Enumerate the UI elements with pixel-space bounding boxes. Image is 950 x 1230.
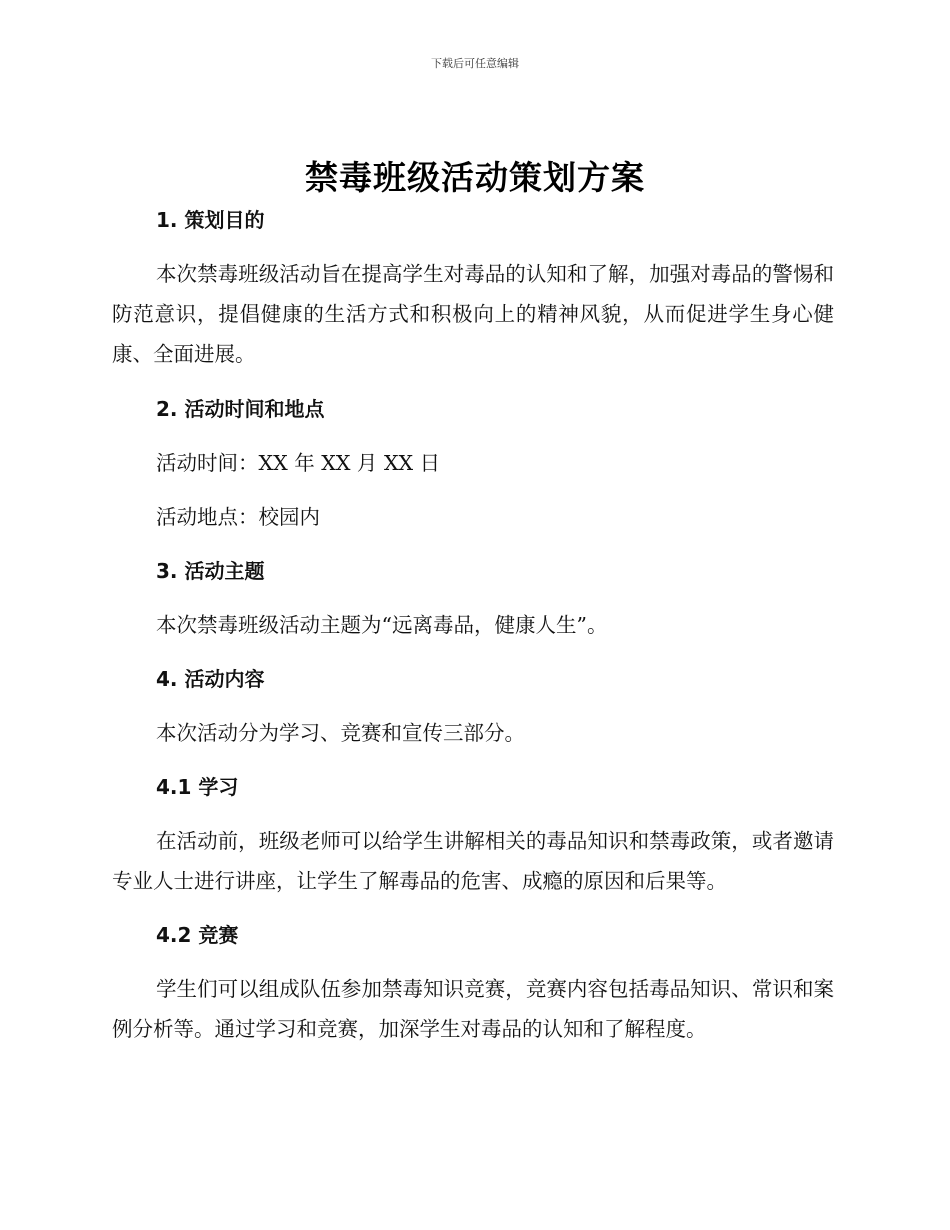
section-paragraph-purpose: 本次禁毒班级活动旨在提高学生对毒品的认知和了解，加强对毒品的警惕和防范意识，提倡健康的生活方式和积极向上的精神风貌，从而促进学生身心健康、全面进展。 <box>112 262 834 366</box>
section-heading-competition: 4.2 竞赛 <box>156 923 239 947</box>
section-heading-time-place: 2. 活动时间和地点 <box>156 397 325 421</box>
section-paragraph-competition: 学生们可以组成队伍参加禁毒知识竞赛，竞赛内容包括毒品知识、常识和案例分析等。通过学习和竞赛，加深学生对毒品的认知和了解程度。 <box>112 977 834 1041</box>
page-header: 下载后可任意编辑 <box>431 57 519 70</box>
section-paragraph-theme: 本次禁毒班级活动主题为“远离毒品，健康人生”。 <box>156 613 608 637</box>
activity-place-line: 活动地点：校园内 <box>156 505 320 529</box>
section-paragraph-study: 在活动前，班级老师可以给学生讲解相关的毒品知识和禁毒政策，或者邀请专业人士进行讲座，让学生了解毒品的危害、成瘾的原因和后果等。 <box>112 829 834 893</box>
section-heading-purpose: 1. 策划目的 <box>156 208 265 232</box>
section-heading-study: 4.1 学习 <box>156 775 239 799</box>
section-heading-content: 4. 活动内容 <box>156 667 265 691</box>
activity-time-line: 活动时间：XX 年 XX 月 XX 日 <box>156 451 441 475</box>
document-title: 禁毒班级活动策划方案 <box>305 158 645 197</box>
section-paragraph-content: 本次活动分为学习、竞赛和宣传三部分。 <box>156 721 525 745</box>
section-heading-theme: 3. 活动主题 <box>156 559 265 583</box>
document-body <box>112 200 834 1049</box>
